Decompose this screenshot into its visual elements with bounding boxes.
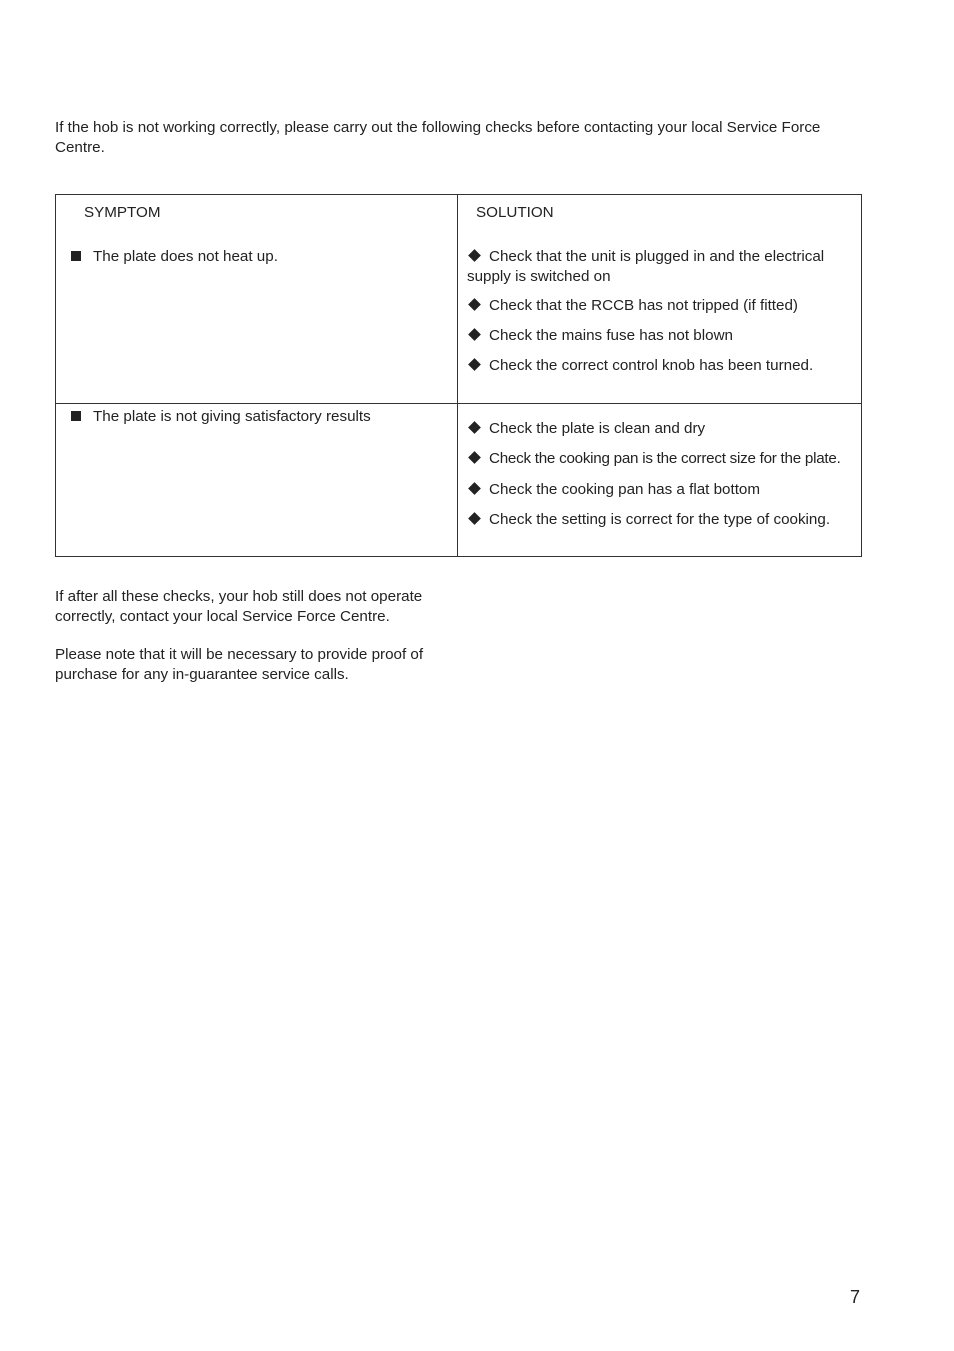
diamond-bullet-icon <box>468 249 481 262</box>
page-number: 7 <box>850 1287 861 1307</box>
diamond-bullet-icon <box>468 512 481 525</box>
solution-cell <box>458 195 861 403</box>
symptom-item <box>71 247 278 267</box>
solution-text: Check the setting is correct for the type of cooking. <box>489 511 831 528</box>
solution-text: Check the cooking pan is the correct size for the plate. <box>489 450 841 467</box>
after-checks-paragraph: If after all these checks, your hob still does not operate correctly, contact your local Service Force Centre. <box>55 588 423 625</box>
solution-text: Check the mains fuse has not blown <box>489 327 733 344</box>
solution-item <box>467 510 857 530</box>
solution-item <box>467 296 857 316</box>
solution-item <box>467 449 857 469</box>
solution-text: Check the cooking pan has a flat bottom <box>489 481 761 498</box>
symptom-text: The plate is not giving satisfactory results <box>93 408 371 425</box>
solution-text: Check that the RCCB has not tripped (if fitted) <box>489 297 798 314</box>
solution-cell <box>458 404 861 556</box>
proof-note-paragraph: Please note that it will be necessary to provide proof of purchase for any in-guarantee service calls. <box>55 646 424 683</box>
solution-item <box>467 480 857 500</box>
solution-header: SOLUTION <box>476 204 554 221</box>
diamond-bullet-icon <box>468 298 481 311</box>
solution-text: Check the plate is clean and dry <box>489 420 706 437</box>
solution-text: Check that the unit is plugged in and the electrical supply is switched on <box>467 248 825 285</box>
intro-paragraph: If the hob is not working correctly, please carry out the following checks before contacting your local Service Force Centre. <box>55 119 821 156</box>
symptom-header: SYMPTOM <box>84 204 161 221</box>
square-bullet-icon <box>71 251 81 261</box>
solution-item <box>467 419 857 439</box>
symptom-text: The plate does not heat up. <box>93 248 278 265</box>
troubleshooting-table <box>55 194 862 557</box>
diamond-bullet-icon <box>468 358 481 371</box>
solution-item <box>467 326 857 346</box>
solution-text: Check the correct control knob has been turned. <box>489 357 814 374</box>
solution-item <box>467 356 857 376</box>
diamond-bullet-icon <box>468 482 481 495</box>
square-bullet-icon <box>71 411 81 421</box>
diamond-bullet-icon <box>468 451 481 464</box>
diamond-bullet-icon <box>468 328 481 341</box>
symptom-item <box>71 407 371 427</box>
solution-item <box>467 247 857 287</box>
diamond-bullet-icon <box>468 421 481 434</box>
